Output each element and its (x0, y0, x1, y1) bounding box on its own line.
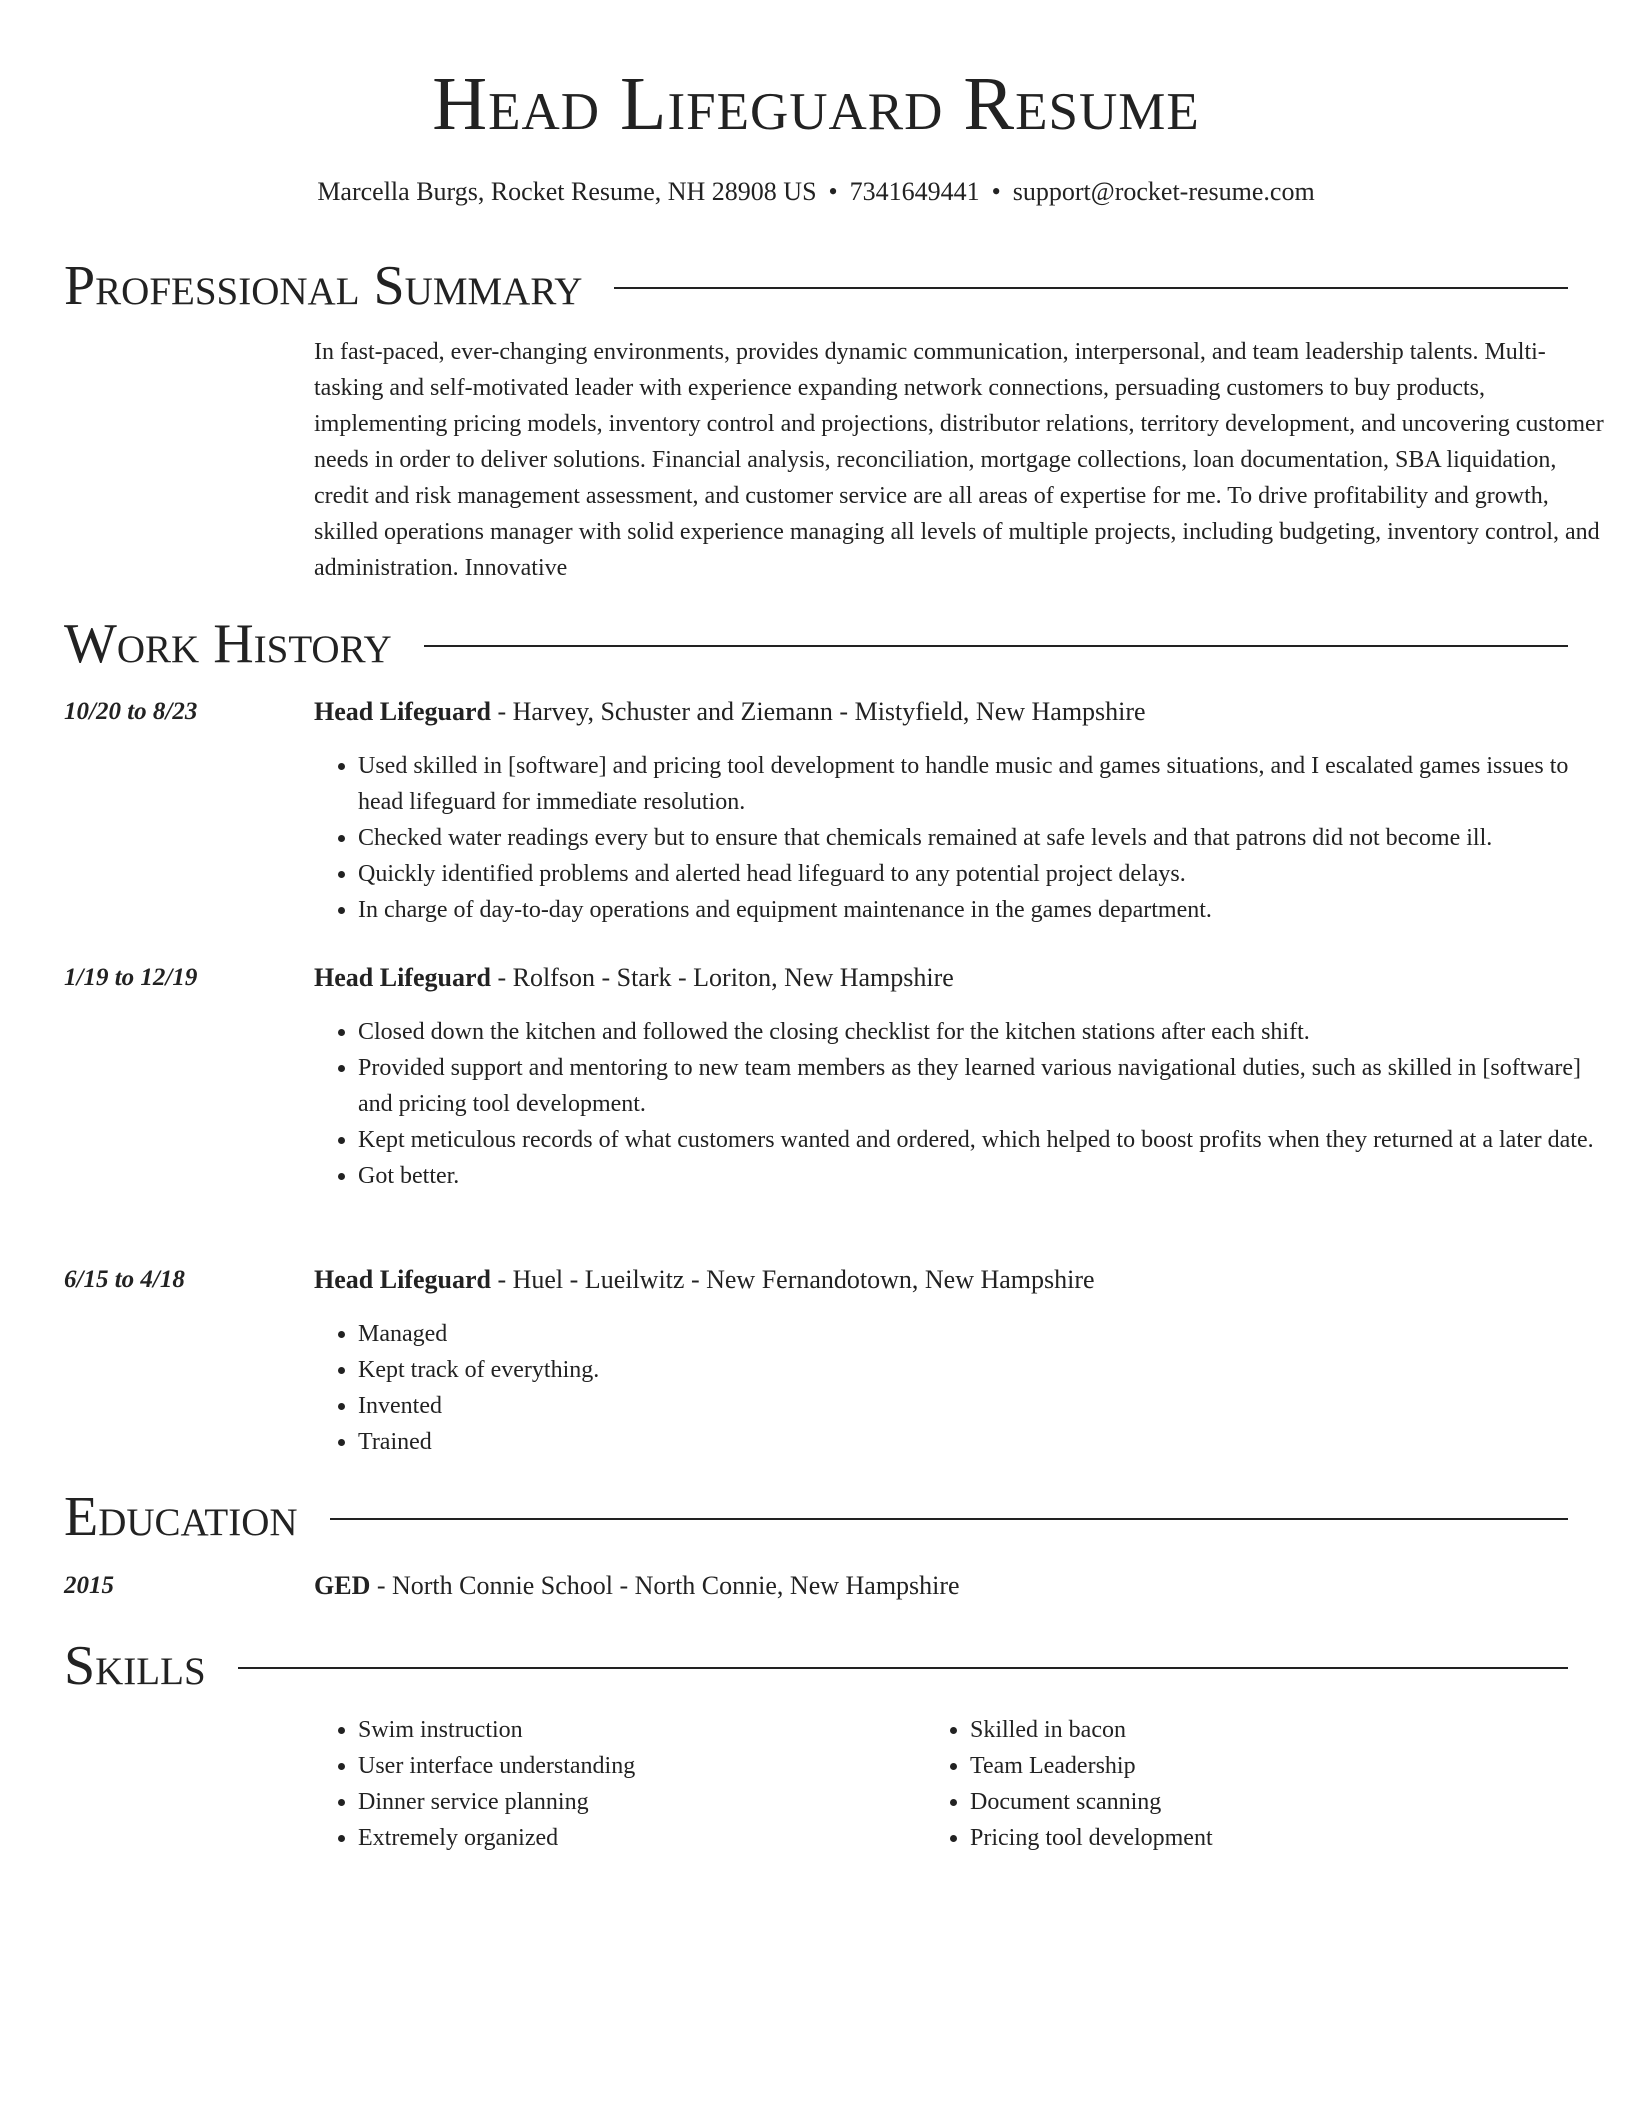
job-title: Head Lifeguard (314, 1265, 491, 1294)
contact-email: support@rocket-resume.com (1012, 177, 1315, 206)
section-divider (330, 1518, 1568, 1520)
job-details: - Huel - Lueilwitz - New Fernandotown, New Hampshire (490, 1265, 1095, 1294)
summary-heading: Professional Summary (64, 255, 583, 317)
list-item: • Provided support and mentoring to new team members as they learned various navigational duties, such as skilled in [software] and pricing tool development. (358, 1050, 1608, 1122)
job-heading (314, 694, 1614, 730)
skills-list-right (926, 1712, 1570, 1856)
list-item: • Kept meticulous records of what customers wanted and ordered, which helped to boost profits when they returned at a later date. (358, 1122, 1608, 1158)
skill-item: • Team Leadership (970, 1748, 1570, 1784)
education-year: 2015 (64, 1572, 114, 1599)
job-bullets (314, 1014, 1608, 1194)
education-line (314, 1568, 1614, 1604)
list-item: • Closed down the kitchen and followed the closing checklist for the kitchen stations after each shift. (358, 1014, 1608, 1050)
skill-item: • Extremely organized (358, 1820, 918, 1856)
skill-item: • Dinner service planning (358, 1784, 918, 1820)
contact-phone: 7341649441 (849, 177, 980, 206)
section-divider (614, 287, 1568, 289)
list-item: • Quickly identified problems and alerted head lifeguard to any potential project delays. (358, 856, 1608, 892)
list-item: • Kept track of everything. (358, 1352, 1608, 1388)
summary-text: In fast-paced, ever-changing environments, provides dynamic communication, interpersonal, and team leadership talents. Multi-tasking and self-motivated leader with experience expanding network connections, persuading customers to buy products, implementing pricing models, inventory control and projections, distributor relations, territory development, and uncovering customer needs in order to deliver solutions. Financial analysis, reconciliation, mortgage collections, loan documentation, SBA liquidation, credit and risk management assessment, and customer service are all areas of expertise for me. To drive profitability and growth, skilled operations manager with solid experience managing all levels of multiple projects, including budgeting, inventory control, and administration. Innovative (314, 339, 1604, 581)
skill-item: • User interface understanding (358, 1748, 918, 1784)
job-title: Head Lifeguard (314, 697, 491, 726)
job-details: - Rolfson - Stark - Loriton, New Hampshire (490, 963, 954, 992)
list-item: • Invented (358, 1388, 1608, 1424)
contact-line (64, 174, 1568, 210)
skills-section-header (64, 1634, 1568, 1698)
work-heading: Work History (64, 613, 392, 675)
page-title: Head Lifeguard Resume (432, 62, 1200, 146)
list-item: • Got better. (358, 1158, 1608, 1194)
section-divider (238, 1667, 1568, 1669)
section-divider (424, 645, 1568, 647)
contact-address: Marcella Burgs, Rocket Resume, NH 28908 US (317, 177, 817, 206)
job-bullets (314, 1316, 1608, 1460)
skills-heading: Skills (64, 1635, 206, 1697)
education-heading: Education (64, 1486, 298, 1548)
skill-item: • Document scanning (970, 1784, 1570, 1820)
job-bullets (314, 748, 1608, 928)
list-item: • Used skilled in [software] and pricing tool development to handle music and games situations, and I escalated games issues to head lifeguard for immediate resolution. (358, 748, 1608, 820)
list-item: • Trained (358, 1424, 1608, 1460)
list-item: • Managed (358, 1316, 1608, 1352)
contact-separator: • (828, 177, 838, 206)
list-item: • In charge of day-to-day operations and equipment maintenance in the games department. (358, 892, 1608, 928)
education-details: - North Connie School - North Connie, New Hampshire (370, 1571, 960, 1600)
list-item: • Checked water readings every but to ensure that chemicals remained at safe levels and that patrons did not become ill. (358, 820, 1608, 856)
job-heading (314, 960, 1614, 996)
skill-item: • Skilled in bacon (970, 1712, 1570, 1748)
skills-list-left (314, 1712, 918, 1856)
job-dates: 6/15 to 4/18 (64, 1266, 185, 1293)
job-details: - Harvey, Schuster and Ziemann - Mistyfield, New Hampshire (490, 697, 1146, 726)
skill-item: • Swim instruction (358, 1712, 918, 1748)
work-section-header (64, 612, 1568, 676)
contact-separator: • (991, 177, 1001, 206)
skill-item: • Pricing tool development (970, 1820, 1570, 1856)
job-dates: 1/19 to 12/19 (64, 964, 198, 991)
education-degree: GED (314, 1571, 371, 1600)
job-dates: 10/20 to 8/23 (64, 698, 198, 725)
education-section-header (64, 1485, 1568, 1549)
job-title: Head Lifeguard (314, 963, 491, 992)
job-heading (314, 1262, 1614, 1298)
summary-section-header (64, 254, 1568, 318)
